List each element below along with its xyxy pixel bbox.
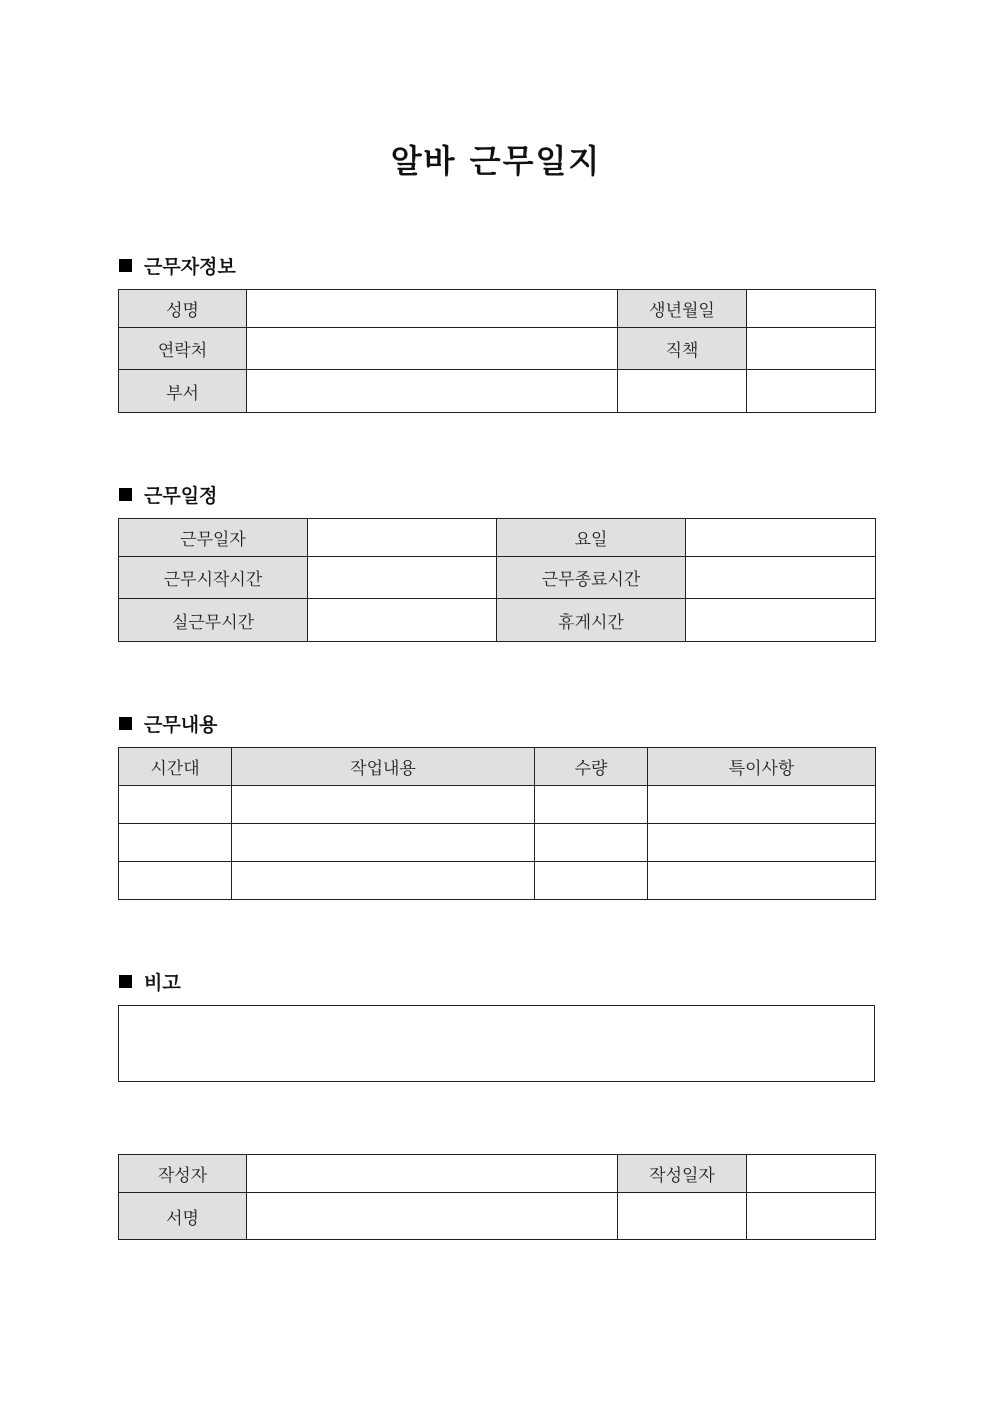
position-field[interactable]	[747, 328, 876, 370]
square-bullet-icon	[119, 488, 132, 501]
end-time-field[interactable]	[686, 557, 876, 599]
table-cell[interactable]	[535, 786, 648, 824]
author-table	[118, 1154, 876, 1240]
empty-cell[interactable]	[747, 370, 876, 413]
table-cell[interactable]	[648, 862, 876, 900]
section-heading-content	[119, 711, 217, 735]
start-time-label: 근무시작시간	[119, 557, 308, 599]
written-date-field[interactable]	[747, 1155, 876, 1193]
contact-label: 연락처	[119, 328, 247, 370]
table-cell[interactable]	[535, 862, 648, 900]
work-content-table	[118, 747, 876, 900]
birth-date-field[interactable]	[747, 290, 876, 328]
empty-cell[interactable]	[747, 1193, 876, 1240]
table-cell[interactable]	[232, 824, 535, 862]
work-date-field[interactable]	[308, 519, 497, 557]
table-cell[interactable]	[648, 824, 876, 862]
position-label: 직책	[618, 328, 747, 370]
department-field[interactable]	[247, 370, 618, 413]
page-title: 알바 근무일지	[390, 142, 602, 180]
table-row	[119, 370, 876, 413]
square-bullet-icon	[119, 717, 132, 730]
table-row	[119, 290, 876, 328]
section-title: 근무일정	[144, 484, 218, 507]
signature-label: 서명	[119, 1193, 247, 1240]
actual-hours-field[interactable]	[308, 599, 497, 642]
table-row	[119, 599, 876, 642]
table-row	[119, 862, 876, 900]
table-row	[119, 786, 876, 824]
section-title: 근무내용	[144, 713, 218, 736]
section-heading-remarks	[119, 969, 181, 993]
column-header: 특이사항	[648, 748, 876, 786]
column-header: 수량	[535, 748, 648, 786]
section-title: 근무자정보	[144, 255, 236, 278]
table-row	[119, 328, 876, 370]
end-time-label: 근무종료시간	[497, 557, 686, 599]
actual-hours-label: 실근무시간	[119, 599, 308, 642]
table-row	[119, 1193, 876, 1240]
section-title: 비고	[144, 971, 181, 994]
birth-date-label: 생년월일	[618, 290, 747, 328]
table-row	[119, 1155, 876, 1193]
table-cell[interactable]	[119, 824, 232, 862]
start-time-field[interactable]	[308, 557, 497, 599]
section-heading-worker-info	[119, 253, 236, 277]
table-cell[interactable]	[232, 862, 535, 900]
author-field[interactable]	[247, 1155, 618, 1193]
section-heading-schedule	[119, 482, 217, 506]
table-row	[119, 519, 876, 557]
empty-cell[interactable]	[618, 1193, 747, 1240]
column-header: 시간대	[119, 748, 232, 786]
square-bullet-icon	[119, 975, 132, 988]
table-cell[interactable]	[535, 824, 648, 862]
author-label: 작성자	[119, 1155, 247, 1193]
table-row	[119, 557, 876, 599]
department-label: 부서	[119, 370, 247, 413]
column-header: 작업내용	[232, 748, 535, 786]
table-header-row	[119, 748, 876, 786]
empty-cell[interactable]	[618, 370, 747, 413]
worker-info-table	[118, 289, 876, 413]
name-field[interactable]	[247, 290, 618, 328]
table-cell[interactable]	[119, 862, 232, 900]
break-time-field[interactable]	[686, 599, 876, 642]
remarks-field[interactable]	[118, 1005, 875, 1082]
name-label: 성명	[119, 290, 247, 328]
table-cell[interactable]	[119, 786, 232, 824]
table-cell[interactable]	[648, 786, 876, 824]
work-date-label: 근무일자	[119, 519, 308, 557]
square-bullet-icon	[119, 259, 132, 272]
day-label: 요일	[497, 519, 686, 557]
table-row	[119, 824, 876, 862]
contact-field[interactable]	[247, 328, 618, 370]
day-field[interactable]	[686, 519, 876, 557]
signature-field[interactable]	[247, 1193, 618, 1240]
schedule-table	[118, 518, 876, 642]
table-cell[interactable]	[232, 786, 535, 824]
break-time-label: 휴게시간	[497, 599, 686, 642]
written-date-label: 작성일자	[618, 1155, 747, 1193]
